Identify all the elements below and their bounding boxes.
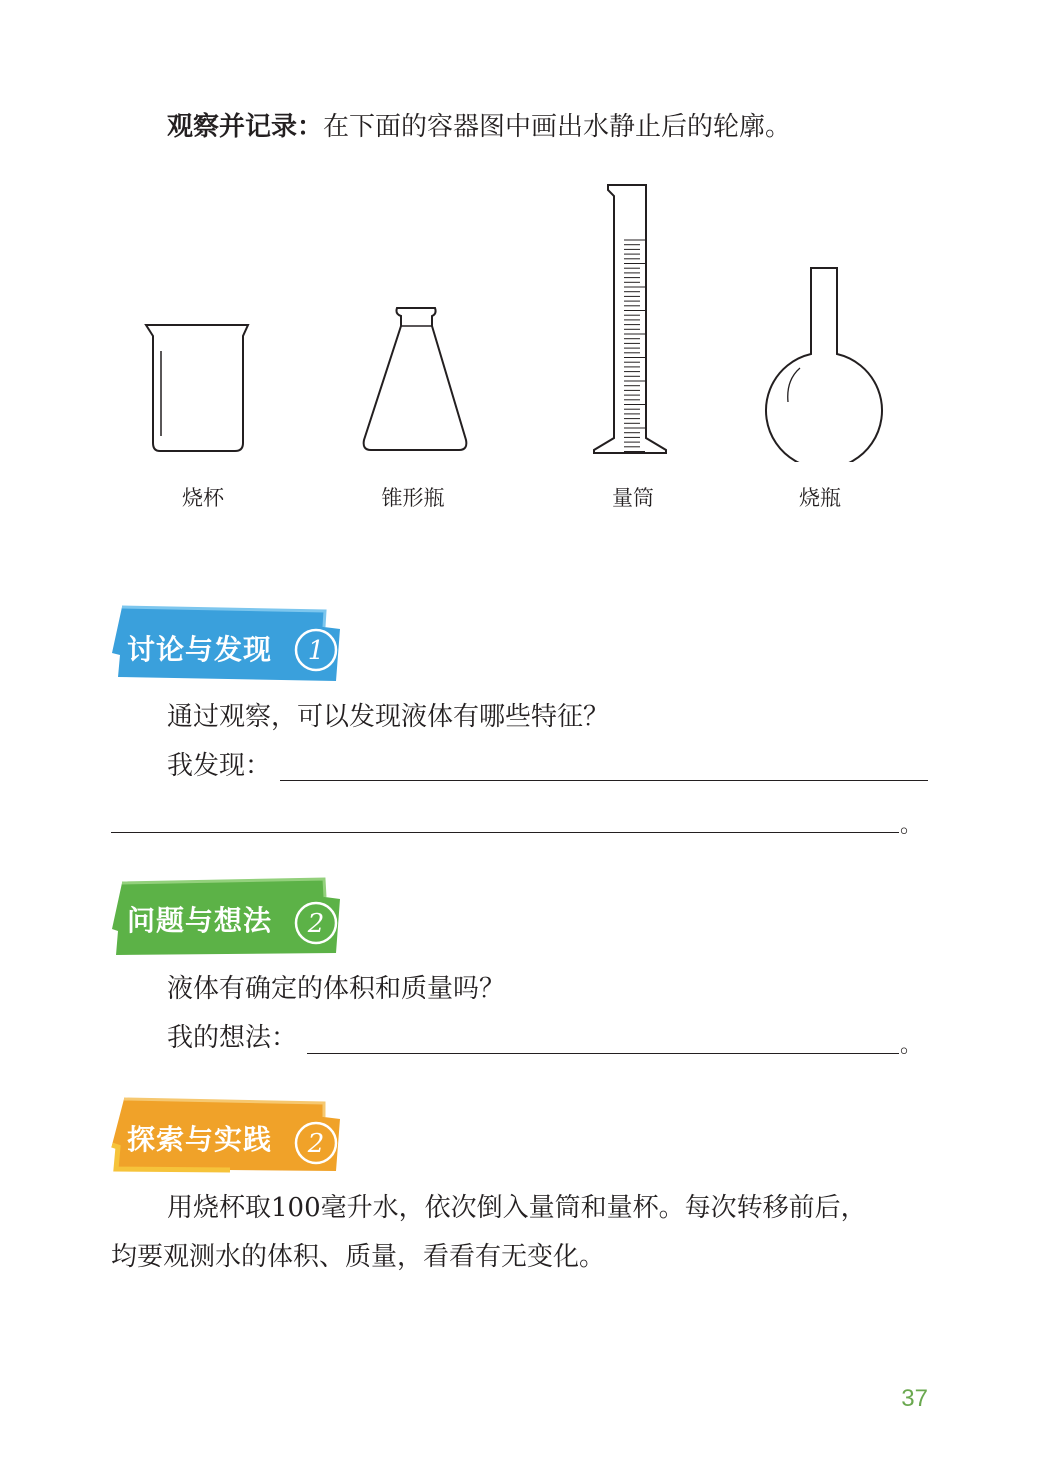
instruction-label: 观察并记录： [167,112,324,142]
container-caption-round-flask: 烧瓶 [799,486,841,510]
conical-flask-icon [355,300,475,460]
section1-answer-label: 我发现： [167,751,272,781]
graduated-cylinder-icon [590,180,670,460]
section3-line2: 均要观测水的体积、质量，看看有无变化。 [111,1242,606,1272]
section2-answer-label: 我的想法： [167,1023,298,1053]
end-mark: 。 [900,1033,923,1058]
answer-line-3[interactable] [307,1053,899,1054]
section1-question: 通过观察，可以发现液体有哪些特征？ [167,702,610,732]
instruction-text: 在下面的容器图中画出水静止后的轮廓。 [323,112,792,142]
page-number: 37 [901,1385,928,1412]
end-mark: 。 [900,813,923,838]
container-caption-beaker: 烧杯 [182,486,224,510]
answer-line-1[interactable] [280,780,928,781]
svg-text:2: 2 [307,1129,325,1159]
answer-line-2[interactable] [111,832,899,833]
section-title-discussion: 讨论与发现 [127,633,273,666]
round-flask-icon [760,262,890,462]
section2-question: 液体有确定的体积和质量吗？ [167,974,506,1004]
beaker-icon [140,318,255,458]
number-badge-3-icon [293,1120,339,1166]
section-title-practice: 探索与实践 [127,1123,273,1156]
number-badge-1-icon [293,627,339,673]
section3-line1: 用烧杯取100毫升水，依次倒入量筒和量杯。每次转移前后， [167,1193,867,1223]
svg-text:1: 1 [307,636,325,666]
container-caption-graduated-cylinder: 量筒 [612,486,654,510]
container-caption-conical-flask: 锥形瓶 [381,486,445,510]
instruction-line [167,110,791,144]
svg-text:2: 2 [307,909,325,939]
number-badge-2-icon [293,900,339,946]
section-title-questions: 问题与想法 [127,904,273,937]
